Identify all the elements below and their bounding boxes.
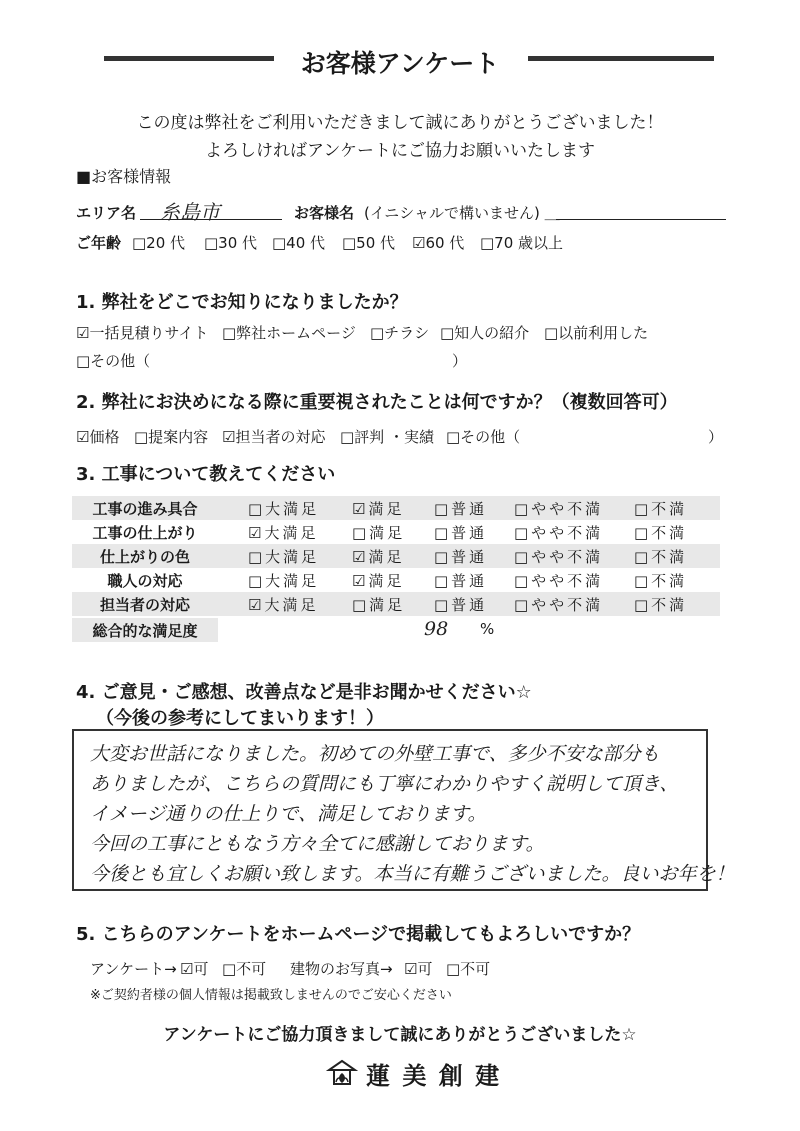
q3-option[interactable]: □不満 xyxy=(634,524,688,542)
q3-row xyxy=(72,568,720,592)
q3-option[interactable]: □やや不満 xyxy=(514,500,604,518)
q3-row xyxy=(72,544,720,568)
area-value: 糸島市 xyxy=(160,200,220,224)
q1-option-other[interactable]: □その他（ xyxy=(76,352,151,370)
name-label: お客様名 xyxy=(294,204,355,222)
q3-option[interactable]: ☑満足 xyxy=(352,572,405,590)
q3-row xyxy=(72,592,720,616)
q3-option[interactable]: ☑満足 xyxy=(352,548,405,566)
q3-option[interactable]: □大満足 xyxy=(248,548,320,566)
q3-option[interactable]: □不満 xyxy=(634,500,688,518)
q3-overall-value[interactable]: 98 xyxy=(424,618,449,640)
page-title: お客様アンケート xyxy=(300,49,500,78)
q5-title: 5. こちらのアンケートをホームページで掲載してもよろしいですか？ xyxy=(76,924,641,945)
q3-option[interactable]: □満足 xyxy=(352,596,406,614)
q1-title: 1. 弊社をどこでお知りになりましたか？ xyxy=(76,292,408,313)
q1-option-estimate-site[interactable]: ☑一括見積りサイト xyxy=(76,324,209,342)
q3-option[interactable]: □大満足 xyxy=(248,572,320,590)
lotus-logo-icon xyxy=(326,1058,358,1088)
q3-option[interactable]: □満足 xyxy=(352,524,406,542)
q5-survey-no[interactable]: □不可 xyxy=(222,960,267,978)
q5-survey-label: アンケート→ xyxy=(90,960,177,978)
intro-line-2: よろしければアンケートにご協力お願いいたします xyxy=(205,141,595,161)
q4-subtitle: （今後の参考にしてまいります！） xyxy=(96,708,384,729)
q3-option[interactable]: □普通 xyxy=(434,548,488,566)
q3-option[interactable]: □やや不満 xyxy=(514,572,604,590)
q2-other-close: ） xyxy=(708,428,724,446)
age-option-70[interactable]: □70 歳以上 xyxy=(480,234,564,252)
q3-row-label: 仕上がりの色 xyxy=(99,548,190,566)
q3-option[interactable]: □大満足 xyxy=(248,500,320,518)
area-label: エリア名 xyxy=(76,204,137,222)
q3-row xyxy=(72,520,720,544)
q3-option[interactable]: □普通 xyxy=(434,596,488,614)
q3-option[interactable]: □普通 xyxy=(434,500,488,518)
age-option-30[interactable]: □30 代 xyxy=(204,234,258,252)
q5-survey-yes[interactable]: ☑可 xyxy=(180,960,209,978)
age-option-20[interactable]: □20 代 xyxy=(132,234,186,252)
q3-option[interactable]: □普通 xyxy=(434,572,488,590)
q2-option-staff[interactable]: ☑担当者の対応 xyxy=(222,428,326,446)
q1-other-close: ） xyxy=(452,352,468,370)
q5-photo-no[interactable]: □不可 xyxy=(446,960,491,978)
q2-title: 2. 弊社にお決めになる際に重要視されたことは何ですか？（複数回答可） xyxy=(76,392,678,413)
q5-photo-yes[interactable]: ☑可 xyxy=(404,960,433,978)
footer-thanks: アンケートにご協力頂きまして誠にありがとうございました☆ xyxy=(163,1025,637,1045)
q3-row xyxy=(72,496,720,520)
q3-overall-label: 総合的な満足度 xyxy=(92,622,198,640)
q2-option-price[interactable]: ☑価格 xyxy=(76,428,120,446)
q2-option-proposal[interactable]: □提案内容 xyxy=(134,428,209,446)
q3-option[interactable]: □やや不満 xyxy=(514,548,604,566)
company-name: 蓮 美 創 建 xyxy=(366,1061,502,1090)
q5-note: ※ご契約者様の個人情報は掲載致しませんのでご安心ください xyxy=(90,988,452,1003)
q3-option[interactable]: ☑満足 xyxy=(352,500,405,518)
age-label: ご年齢 xyxy=(76,234,122,252)
q3-title: 3. 工事について教えてください xyxy=(76,464,336,485)
q3-row-label: 工事の仕上がり xyxy=(92,524,198,542)
q1-option-referral[interactable]: □知人の紹介 xyxy=(440,324,530,342)
comment-line: 今後とも宜しくお願い致します。本当に有難うございました。良いお年を！ xyxy=(90,863,735,885)
q1-option-flyer[interactable]: □チラシ xyxy=(370,324,430,342)
q3-option[interactable]: □やや不満 xyxy=(514,524,604,542)
q3-row-label: 工事の進み具合 xyxy=(92,500,198,518)
name-underline xyxy=(556,219,726,220)
name-note: (イニシャルで構いません) ＿ xyxy=(364,204,560,222)
intro-line-1: この度は弊社をご利用いただきまして誠にありがとうございました！ xyxy=(136,113,664,133)
q3-overall-unit: % xyxy=(480,620,495,638)
customer-heading: ■お客様情報 xyxy=(76,167,172,186)
q3-row-label: 職人の対応 xyxy=(107,572,183,590)
q3-option[interactable]: □普通 xyxy=(434,524,488,542)
q5-photo-label: 建物のお写真→ xyxy=(290,960,393,978)
q2-option-reputation[interactable]: □評判 ・実績 xyxy=(340,428,434,446)
q4-comment-box[interactable] xyxy=(72,729,735,891)
q4-title: 4. ご意見・ご感想、改善点など是非お聞かせください☆ xyxy=(76,682,532,703)
q3-option[interactable]: □不満 xyxy=(634,596,688,614)
comment-line: イメージ通りの仕上りで、満足しております。 xyxy=(90,803,487,825)
q3-option[interactable]: □不満 xyxy=(634,572,688,590)
q1-option-previous[interactable]: □以前利用した xyxy=(544,324,649,342)
age-option-40[interactable]: □40 代 xyxy=(272,234,326,252)
q3-option[interactable]: ☑大満足 xyxy=(248,596,319,614)
q1-option-homepage[interactable]: □弊社ホームページ xyxy=(222,324,356,342)
comment-line: ありましたが、こちらの質問にも丁寧にわかりやすく説明して頂き、 xyxy=(90,773,679,795)
q3-row-label: 担当者の対応 xyxy=(99,596,190,614)
age-option-60[interactable]: ☑60 代 xyxy=(412,234,465,252)
q3-option[interactable]: ☑大満足 xyxy=(248,524,319,542)
q2-option-other[interactable]: □その他（ xyxy=(446,428,521,446)
q3-rating-grid xyxy=(72,496,720,644)
q3-overall-row xyxy=(72,618,720,642)
age-option-50[interactable]: □50 代 xyxy=(342,234,396,252)
q3-option[interactable]: □不満 xyxy=(634,548,688,566)
comment-line: 今回の工事にともなう方々全てに感謝しております。 xyxy=(90,833,545,855)
q3-option[interactable]: □やや不満 xyxy=(514,596,604,614)
comment-line: 大変お世話になりました。初めての外壁工事で、多少不安な部分も xyxy=(90,743,660,765)
